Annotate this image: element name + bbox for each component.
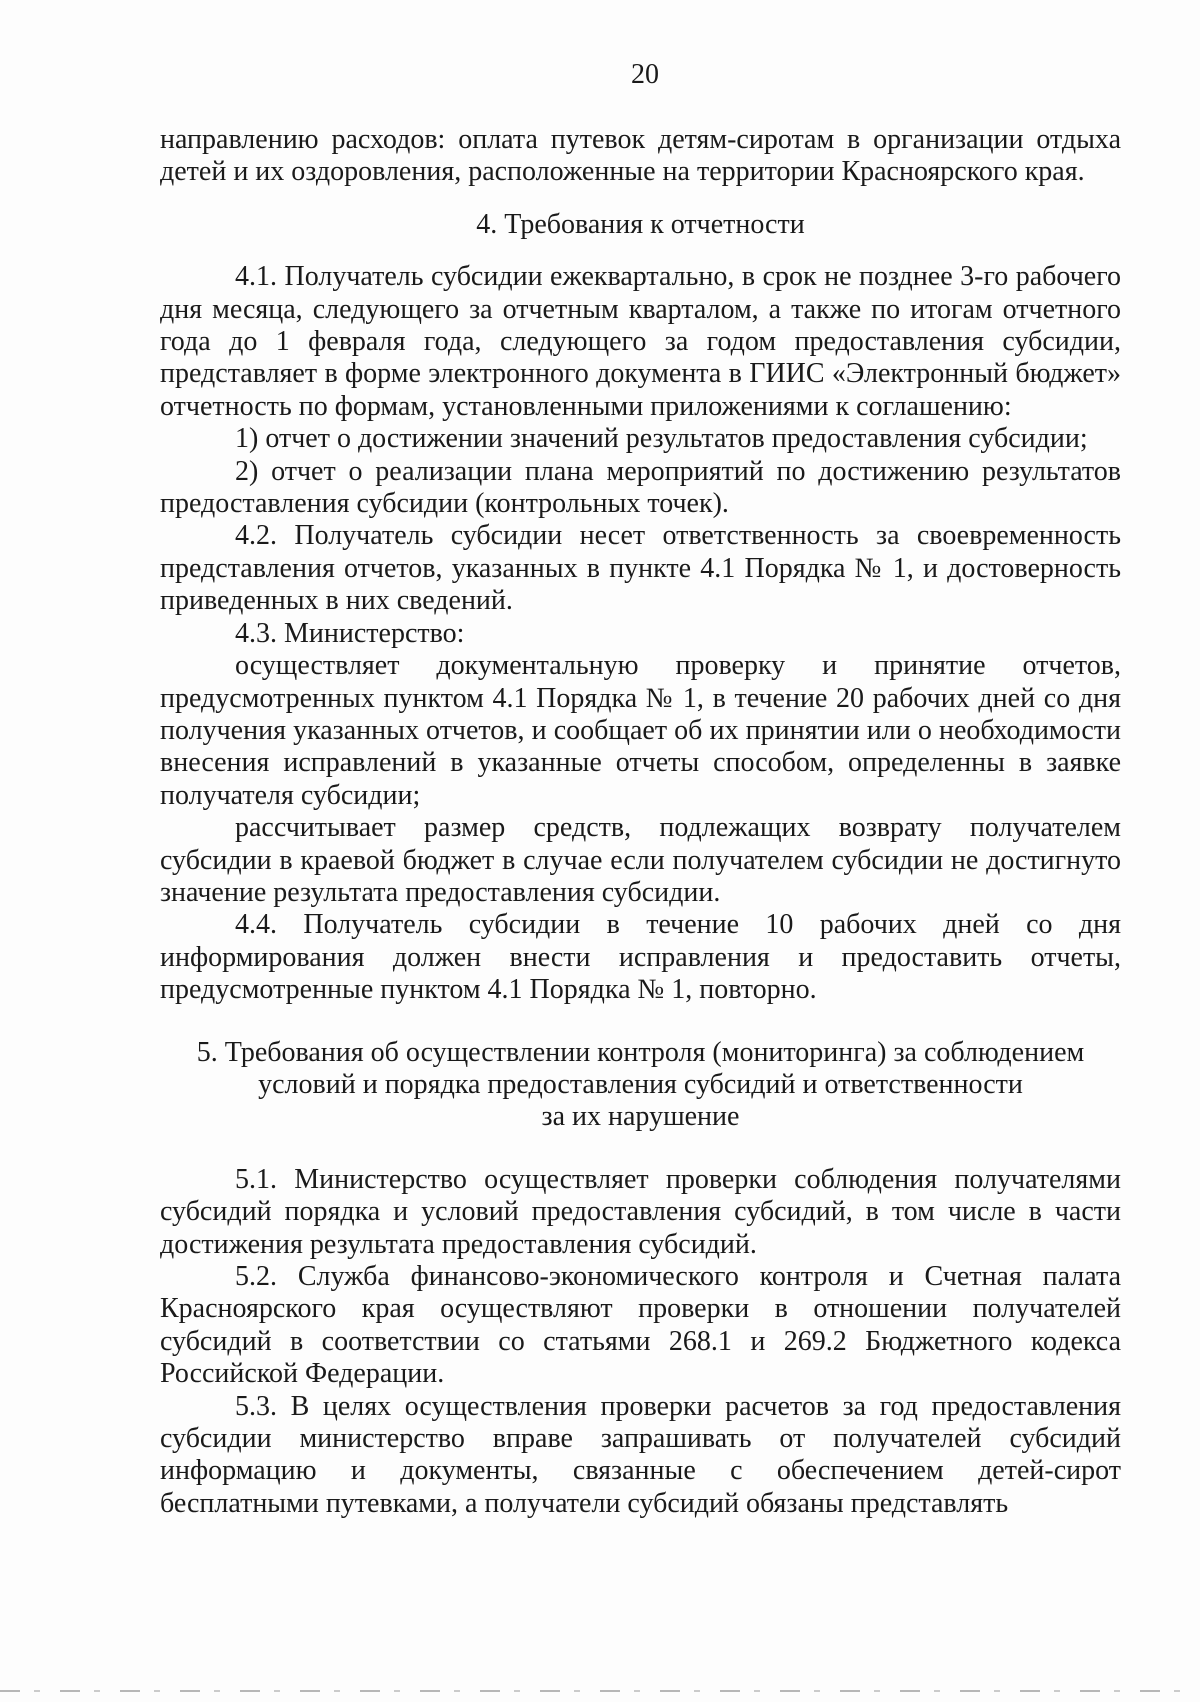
scan-edge-artifact: [0, 1690, 1200, 1692]
paragraph-4-3-b: рассчитывает размер средств, подлежащих возврату получателем субсидии в краевой бюджет в случае если получателем субсидии не достигнуто значение результата предоставления субсидии.: [160, 812, 1121, 908]
paragraph-4-1: 4.1. Получатель субсидии ежеквартально, в срок не позднее 3-го рабочего дня месяца, следующего за отчетным кварталом, а также по итогам отчетного года до 1 февраля года, следующего за годом предоставления субсидии, представляет в форме электронного документа в ГИИС «Электронный бюджет» отчетность по формам, установленными приложениями к соглашению:: [160, 261, 1121, 422]
paragraph-5-2: 5.2. Служба финансово-экономического контроля и Счетная палата Красноярского края осуществляют проверки в отношении получателей субсидий в соответствии со статьями 268.1 и 269.2 Бюджетного кодекса Российской Федерации.: [160, 1261, 1121, 1390]
intro-paragraph: направлению расходов: оплата путевок детям-сиротам в организации отдыха детей и их оздоровления, расположенные на территории Красноярского края.: [160, 124, 1121, 188]
page-number: 20: [631, 59, 659, 90]
paragraph-4-3-a: осуществляет документальную проверку и принятие отчетов, предусмотренных пунктом 4.1 Порядка № 1, в течение 20 рабочих дней со дня получения указанных отчетов, и сообщает об их принятии или о необходимости внесения исправлений в указанные отчеты способом, определенны в заявке получателя субсидии;: [160, 650, 1121, 811]
section-4-heading: 4. Требования к отчетности: [476, 208, 805, 240]
paragraph-4-2: 4.2. Получатель субсидии несет ответственность за своевременность представления отчетов, указанных в пункте 4.1 Порядка № 1, и достоверность приведенных в них сведений.: [160, 520, 1121, 617]
paragraph-4-1-item-1: 1) отчет о достижении значений результатов предоставления субсидии;: [235, 423, 1088, 455]
section-5-heading-line-2: условий и порядка предоставления субсидий и ответственности: [258, 1068, 1023, 1100]
section-5-heading: [160, 1037, 1121, 1134]
paragraph-5-3: 5.3. В целях осуществления проверки расчетов за год предоставления субсидии министерство вправе запрашивать от получателей субсидий информацию и документы, связанные с обеспечением детей-сирот бесплатными путевками, а получатели субсидий обязаны представлять: [160, 1390, 1121, 1519]
paragraph-5-1: 5.1. Министерство осуществляет проверки соблюдения получателями субсидий порядка и условий предоставления субсидий, в том числе в части достижения результата предоставления субсидий.: [160, 1163, 1121, 1260]
document-body: [160, 124, 1121, 1520]
paragraph-4-3: 4.3. Министерство:: [235, 617, 465, 649]
paragraph-4-4: 4.4. Получатель субсидии в течение 10 рабочих дней со дня информирования должен внести исправления и предоставить отчеты, предусмотренные пунктом 4.1 Порядка № 1, повторно.: [160, 909, 1121, 1006]
paragraph-4-1-item-2: 2) отчет о реализации плана мероприятий по достижению результатов предоставления субсидии (контрольных точек).: [160, 455, 1121, 520]
section-5-heading-line-3: за их нарушение: [541, 1101, 740, 1133]
section-5-heading-line-1: 5. Требования об осуществлении контроля (мониторинга) за соблюдением: [196, 1036, 1085, 1068]
